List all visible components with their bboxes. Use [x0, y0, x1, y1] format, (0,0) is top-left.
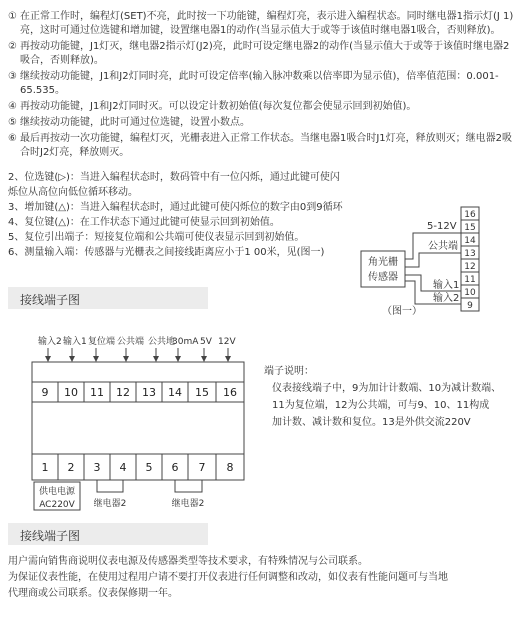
terminal-14: 14: [168, 386, 182, 399]
step-6: ⑥ 最后再按动一次功能键，编程灯灭，光栅表进入正常工作状态。当继电器1吸合时J1灯亮，释放则灭；继电器2吸合时J2灯亮，释放则灭。: [8, 133, 513, 158]
label-common: 公共端: [117, 337, 145, 347]
terminal-8: 8: [226, 461, 234, 474]
terminal-note-line-3: 加计数、减计数和复位。13是外供交流220V: [272, 417, 471, 428]
fig-terminal-16: 16: [464, 210, 476, 220]
footer-line-1: 用户需向销售商说明仪表电源及传感器类型等技术要求，有特殊情况与公司联系。: [8, 556, 368, 567]
step-2: ② 再按动功能键，J1灯灭，继电器2指示灯(J2)亮，此时可设定继电器2的动作(当显示值大于或等于该值时继电器2吸合，否则释放)。: [8, 41, 510, 66]
terminal-note-line-1: 仪表接线端子中，9为加计计数端、10为减计数端、: [272, 383, 502, 394]
terminal-11: 11: [90, 386, 104, 399]
terminal-note-line-2: 11为复位端，12为公共端，可与9、10、11构成: [272, 400, 490, 411]
section-header-wiring-1: [8, 287, 208, 309]
relay1-label: 继电器2: [93, 499, 127, 509]
footer-line-3: 代理商或公司联系。仪表保修期一年。: [8, 588, 178, 599]
footer-notes: [8, 554, 514, 602]
terminal-12: 12: [116, 386, 130, 399]
step-1: ① 在正常工作时，编程灯(SET)不亮，此时按一下功能键，编程灯亮，表示进入编程状态。同时继电器1指示灯(J 1)亮，这时可通过位选键和增加键，设置继电器1的动作(当显示值大于或等于该值时继电器1吸合，否则释放)。: [8, 11, 514, 36]
terminal-1: 1: [41, 461, 49, 474]
power-label-1: 供电电源: [38, 487, 76, 497]
common-label: 公共端: [428, 241, 458, 252]
fig-terminal-13: 13: [464, 249, 476, 259]
terminal-notes-heading: 端子说明：: [264, 366, 314, 377]
sensor-label-1: 角光栅: [368, 257, 398, 268]
fig-terminal-11: 11: [464, 275, 476, 285]
arrowheads: [45, 356, 231, 362]
footer-line-2: 为保证仪表性能，在使用过程用户请不要打开仪表进行任何调整和改动，如仪表有性能问题可与当地: [8, 572, 448, 583]
meter-body: [32, 362, 244, 480]
terminal-strip: [461, 207, 479, 311]
input1-label: 输入1: [433, 280, 460, 291]
bottom-terminal-row: [32, 454, 244, 480]
fig-terminal-10: 10: [464, 288, 476, 298]
terminal-6: 6: [171, 461, 179, 474]
relay2-bracket: [175, 480, 202, 492]
item-increase-key: 3、增加键(△)：当进入编程状态时，通过此键可使闪烁位的数字由0到9循环: [8, 202, 343, 213]
terminal-15: 15: [195, 386, 209, 399]
step-3: ③ 继续按动功能键，J1和J2灯同时亮，此时可设定倍率(输入脉冲数乘以倍率即为显示值)，倍率值范围：0.001-65.535。: [8, 71, 499, 96]
terminal-3: 3: [93, 461, 101, 474]
section-title-1: 接线端子图: [20, 293, 81, 307]
label-reset: 复位端: [88, 337, 116, 347]
fig-terminal-15: 15: [464, 223, 476, 233]
relay1-bracket: [97, 480, 123, 492]
terminal-13: 13: [142, 386, 156, 399]
power-label-2: AC220V: [39, 500, 75, 510]
section-title-2: 接线端子图: [20, 529, 81, 543]
label-12v: 12V: [218, 337, 236, 347]
fig-terminal-12: 12: [464, 262, 476, 272]
programming-steps: [8, 10, 514, 162]
voltage-label: 5-12V: [427, 221, 457, 232]
wiring-terminal-diagram: [28, 332, 258, 512]
label-input1: 输入1: [63, 337, 87, 347]
top-leader-lines: [48, 348, 228, 360]
figure-1-caption: （图一）: [382, 306, 422, 317]
step-4: ④ 再按动功能键，J1和J2灯同时灭。可以设定计数初始值(每次复位都会使显示回到初始值)。: [8, 101, 417, 112]
terminal-4: 4: [119, 461, 127, 474]
terminal-5: 5: [145, 461, 153, 474]
item-select-key: 2、位选键(▷)：当进入编程状态时，数码管中有一位闪烁，通过此键可使闪烁位从高位向低位循环移动。: [8, 172, 340, 198]
terminal-2: 2: [67, 461, 75, 474]
relay2-label: 继电器2: [171, 499, 205, 509]
fig-terminal-9: 9: [467, 301, 473, 311]
section-header-wiring-2: [8, 523, 208, 545]
label-input2: 输入2: [38, 337, 62, 347]
fig-terminal-14: 14: [464, 236, 476, 246]
terminal-notes: [264, 363, 504, 431]
input2-label: 输入2: [433, 293, 460, 304]
step-5: ⑤ 继续按动功能键，此时可通过位选键，设置小数点。: [8, 117, 250, 128]
label-30ma: 30mA: [172, 337, 199, 347]
item-measure-input: 6、测量输入端：传感器与光栅表之间接线距离应小于1 00米，见(图一): [8, 247, 325, 258]
terminal-10: 10: [64, 386, 78, 399]
label-ground: 公共地: [148, 337, 176, 347]
item-reset-terminal: 5、复位引出端子：短接复位端和公共端可使仪表显示回到初始值。: [8, 232, 305, 243]
figure-1-sensor-wiring: [355, 205, 485, 317]
terminal-7: 7: [198, 461, 206, 474]
key-descriptions: [8, 170, 348, 260]
terminal-16: 16: [223, 386, 237, 399]
terminal-9: 9: [41, 386, 49, 399]
item-reset-key: 4、复位键(△)：在工作状态下通过此键可使显示回到初始值。: [8, 217, 280, 228]
label-5v: 5V: [200, 337, 212, 347]
sensor-label-2: 传感器: [368, 272, 398, 283]
